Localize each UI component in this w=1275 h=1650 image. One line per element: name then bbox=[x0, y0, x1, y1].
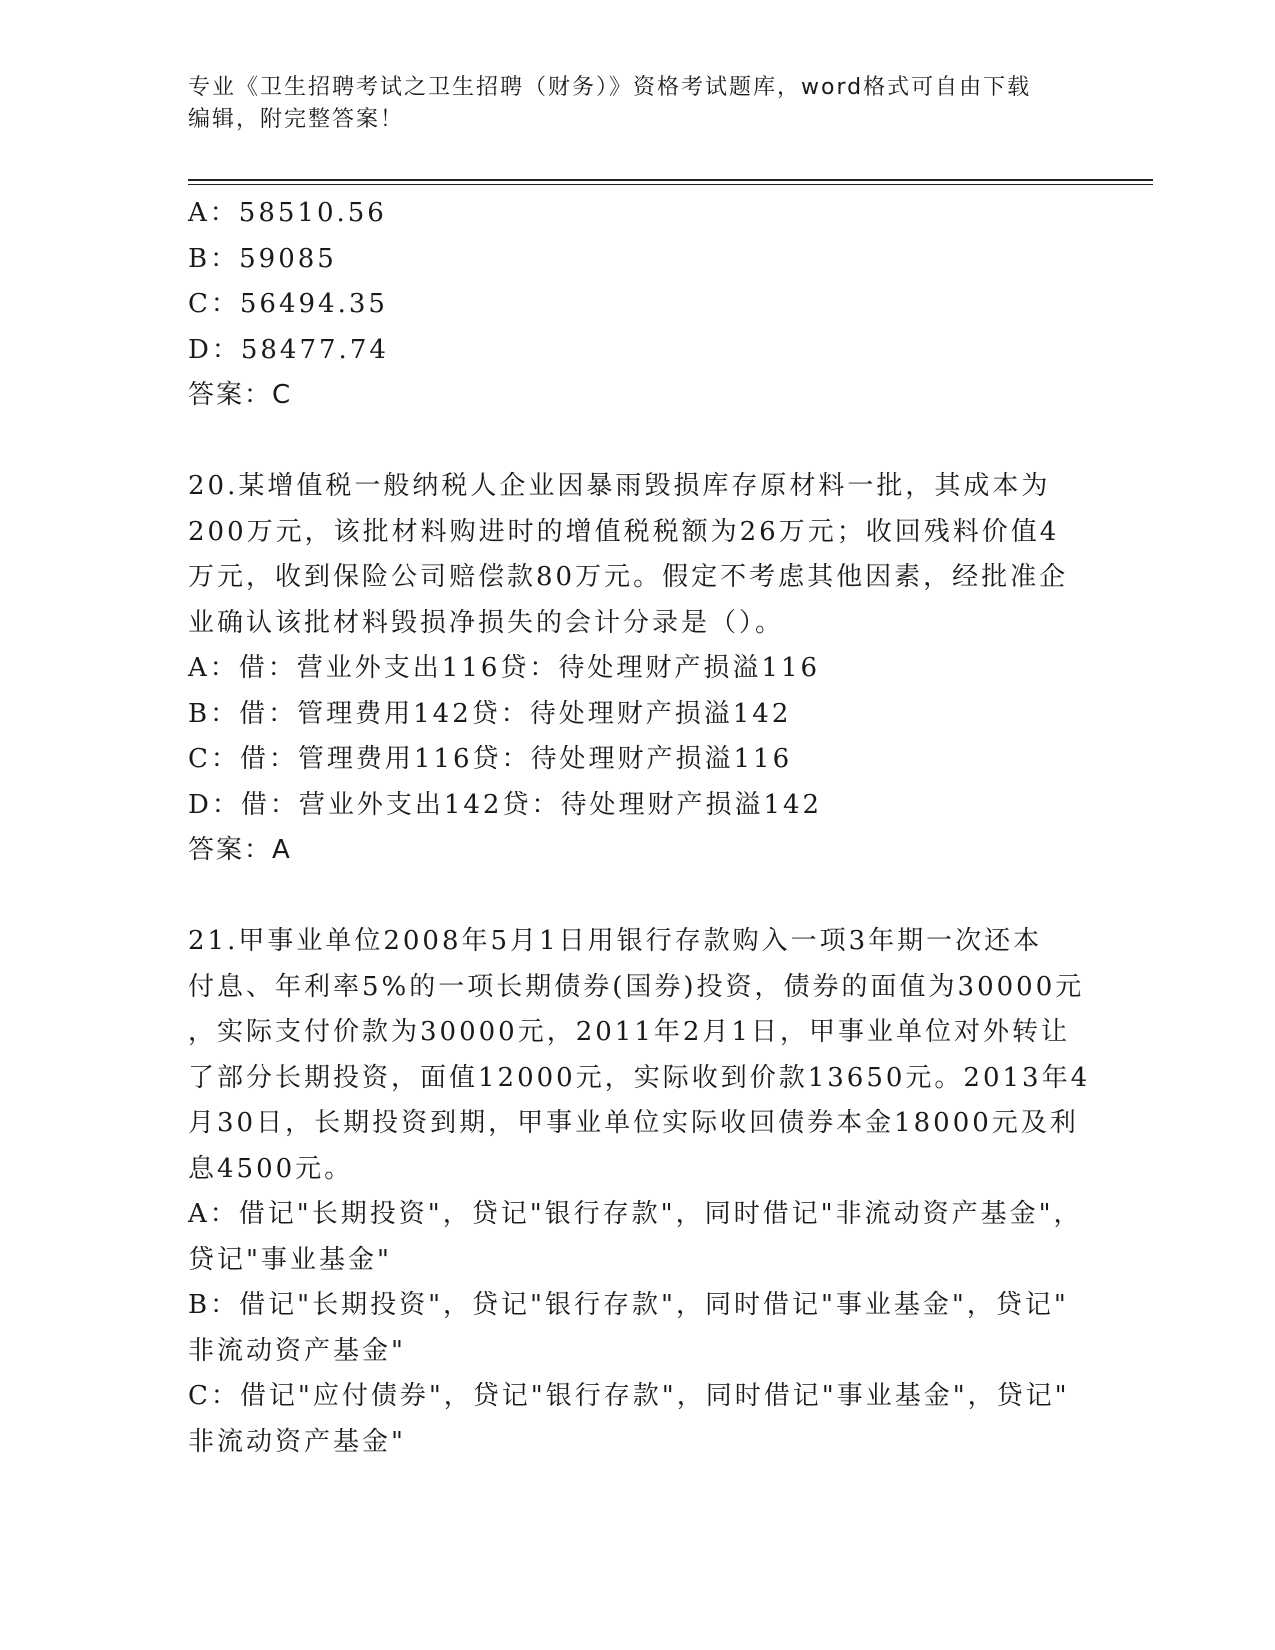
question-21-text-line: 月30日，长期投资到期，甲事业单位实际收回债券本金18000元及利 bbox=[188, 1108, 1079, 1138]
option-c: C：借：管理费用116贷：待处理财产损溢116 bbox=[188, 744, 793, 774]
option-a: A：58510.56 bbox=[188, 198, 387, 228]
option-c: C：借记"应付债券"，贷记"银行存款"，同时借记"事业基金"，贷记" bbox=[188, 1381, 1070, 1411]
spacer bbox=[188, 874, 1078, 920]
answer-line: 答案：C bbox=[188, 380, 293, 410]
document-body bbox=[188, 191, 1091, 1465]
option-b-continued: 非流动资产基金" bbox=[188, 1335, 406, 1366]
question-20-text-line: 200万元，该批材料购进时的增值税税额为26万元；收回残料价值4 bbox=[188, 516, 1060, 547]
option-a: A：借记"长期投资"，贷记"银行存款"，同时借记"非流动资产基金"， bbox=[188, 1199, 1083, 1229]
question-20-text-line: 业确认该批材料毁损净损失的会计分录是（）。 bbox=[188, 607, 785, 638]
header-rule-thin bbox=[188, 184, 1153, 185]
option-a-continued: 贷记"事业基金" bbox=[188, 1244, 392, 1275]
header-rule-thick bbox=[188, 179, 1153, 181]
option-a: A：借：营业外支出116贷：待处理财产损溢116 bbox=[188, 653, 821, 683]
question-21-text-line: 付息、年利率5%的一项长期债券(国券)投资，债券的面值为30000元 bbox=[188, 971, 1085, 1002]
option-b: B：借记"长期投资"，贷记"银行存款"，同时借记"事业基金"，贷记" bbox=[188, 1290, 1069, 1320]
question-20 bbox=[188, 464, 1078, 874]
previous-question-options bbox=[188, 191, 1078, 419]
question-20-text-line: 万元，收到保险公司赔偿款80万元。假定不考虑其他因素，经批准企 bbox=[188, 562, 1069, 592]
option-d: D：借：营业外支出142贷：待处理财产损溢142 bbox=[188, 789, 823, 820]
option-c-continued: 非流动资产基金" bbox=[188, 1426, 406, 1457]
answer-line: 答案：A bbox=[188, 835, 292, 865]
document-header bbox=[188, 72, 1068, 136]
question-21 bbox=[188, 919, 1091, 1465]
option-b: B：59085 bbox=[188, 243, 337, 274]
question-21-text-line: 了部分长期投资，面值12000元，实际收到价款13650元。2013年4 bbox=[188, 1062, 1091, 1093]
question-21-text-line: 息4500元。 bbox=[188, 1153, 354, 1184]
header-line-2: 编辑，附完整答案！ bbox=[188, 107, 405, 132]
option-c: C：56494.35 bbox=[188, 289, 388, 319]
question-20-text-line: 20.某增值税一般纳税人企业因暴雨毁损库存原材料一批，其成本为 bbox=[188, 471, 1051, 501]
option-d: D：58477.74 bbox=[188, 334, 389, 365]
question-21-text-line: ，实际支付价款为30000元，2011年2月1日，甲事业单位对外转让 bbox=[188, 1017, 1070, 1047]
question-21-text-line: 21.甲事业单位2008年5月1日用银行存款购入一项3年期一次还本 bbox=[188, 926, 1043, 956]
spacer bbox=[188, 419, 1078, 465]
header-line-1: 专业《卫生招聘考试之卫生招聘（财务）》资格考试题库，word格式可自由下载 bbox=[188, 75, 1032, 100]
option-b: B：借：管理费用142贷：待处理财产损溢142 bbox=[188, 698, 792, 729]
